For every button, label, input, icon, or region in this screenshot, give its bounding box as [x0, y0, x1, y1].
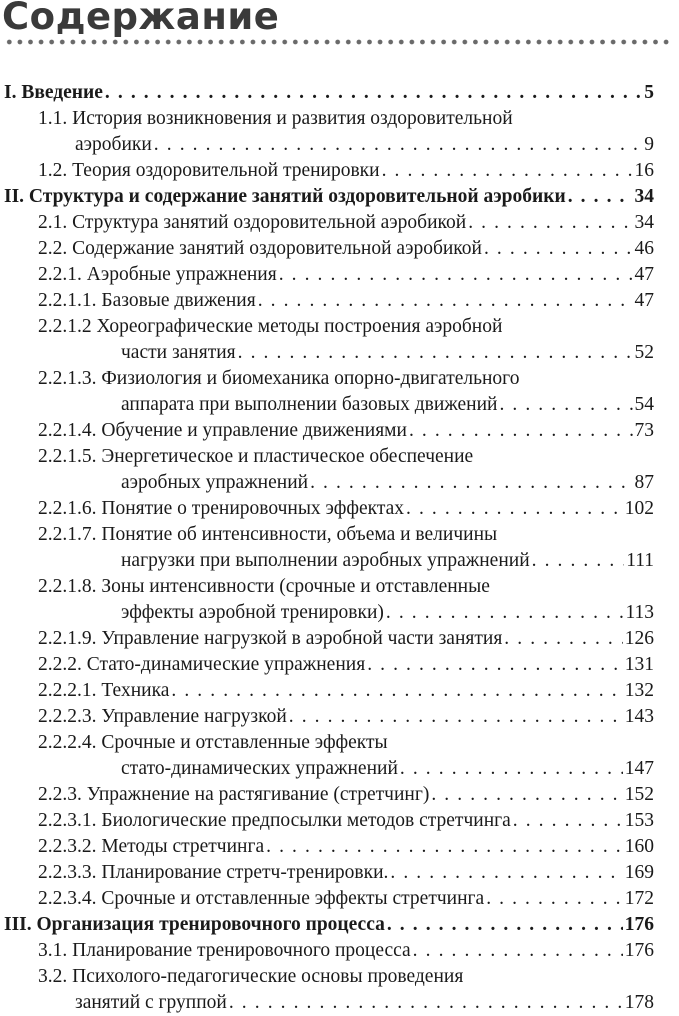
toc-entry-title: 2.2.1.3. Физиология и биомеханика опорно-двигательного [38, 368, 520, 389]
toc-entry-title: 2.2.1.4. Обучение и управление движениями [38, 420, 407, 441]
toc-page-number: 113 [625, 602, 654, 623]
toc-entry-title: 2.2.2.1. Техника [38, 680, 170, 701]
toc-entry [121, 392, 654, 418]
toc-entry-title: 1.2. Теория оздоровительной тренировки [38, 160, 380, 181]
toc-entry [38, 938, 654, 964]
dot-leader [532, 548, 625, 574]
toc-page-number: 152 [624, 784, 654, 805]
toc-entry-title: 2.2. Содержание занятий оздоровительной аэробикой [38, 238, 482, 259]
toc-entry [38, 262, 654, 288]
dot-leader [279, 262, 633, 288]
dot-leader [468, 210, 632, 236]
toc-page-number: 9 [644, 134, 654, 155]
toc-entry-title: части занятия [121, 342, 236, 363]
dot-leader [154, 132, 642, 158]
dot-leader [409, 418, 633, 444]
toc-page-number: 73 [634, 420, 654, 441]
toc-entry [75, 132, 654, 158]
toc-entry-title: 1.1. История возникновения и развития оздоровительной [38, 108, 513, 129]
toc-entry [38, 678, 654, 704]
toc-page-number: 111 [626, 550, 654, 571]
toc-entry [38, 418, 654, 444]
toc-page-number: 153 [624, 810, 654, 831]
toc-entry [38, 652, 654, 678]
toc-entry-title: II. Структура и содержание занятий оздоровительной аэробики [4, 186, 566, 207]
toc-entry-title: 2.2.3.1. Биологические предпосылки методов стретчинга [38, 810, 511, 831]
toc-page-number: 16 [634, 160, 654, 181]
toc-entry [4, 184, 654, 210]
toc-entry [38, 704, 654, 730]
toc-entry [75, 990, 654, 1016]
dot-leader [258, 288, 633, 314]
toc-page-number: 47 [634, 290, 654, 311]
toc-entry-title: 2.1. Структура занятий оздоровительной аэробикой [38, 212, 467, 233]
dot-leader [568, 184, 633, 210]
dot-leader [238, 340, 633, 366]
toc-entry [38, 626, 654, 652]
toc-page-number: 102 [624, 498, 654, 519]
toc-entry-title: 2.2.1.1. Базовые движения [38, 290, 256, 311]
toc-entry-title: 2.2.1.7. Понятие об интенсивности, объема и величины [38, 524, 498, 545]
dot-leader [504, 626, 622, 652]
toc-entry [38, 834, 654, 860]
dot-leader [486, 886, 623, 912]
toc-entry [121, 756, 654, 782]
dot-leader [266, 834, 623, 860]
toc-entry [38, 808, 654, 834]
toc-entry [4, 80, 654, 106]
toc-entry-title: 2.2.2. Стато-динамические упражнения [38, 654, 366, 675]
toc-page-number: 47 [634, 264, 654, 285]
toc-entry-title: занятий с группой [75, 992, 227, 1013]
toc-entry-title: 2.2.1.9. Управление нагрузкой в аэробной части занятия [38, 628, 503, 649]
dot-leader [413, 938, 623, 964]
toc-entry-title: 2.2.3.2. Методы стретчинга [38, 836, 265, 857]
toc-page-number: 52 [634, 342, 654, 363]
toc-entry [121, 340, 654, 366]
dot-leader [310, 470, 632, 496]
toc-page-number: 176 [624, 914, 654, 935]
toc-entry-title: аэробных упражнений [121, 472, 309, 493]
dot-leader [390, 860, 622, 886]
toc-entry-title: нагрузки при выполнении аэробных упражнений [121, 550, 530, 571]
toc-entry [38, 236, 654, 262]
toc-page-number: 147 [624, 758, 654, 779]
toc-entry-title: 2.2.3.3. Планирование стретч-тренировки. [38, 862, 389, 883]
toc-page-number: 126 [624, 628, 654, 649]
toc-entry-title: эффекты аэробной тренировки) [121, 602, 384, 623]
toc-page-number: 131 [624, 654, 654, 675]
toc-page-number: 169 [624, 862, 654, 883]
toc-entry-title: 2.2.3. Упражнение на растягивание (стретчинг) [38, 784, 430, 805]
toc-entry [4, 912, 654, 938]
toc-page-number: 34 [634, 186, 654, 207]
toc-entry-title: 2.2.1. Аэробные упражнения [38, 264, 277, 285]
toc-entry [121, 600, 654, 626]
toc-page-number: 54 [634, 394, 654, 415]
toc-entry [38, 860, 654, 886]
toc-entry-title: аппарата при выполнении базовых движений [121, 394, 498, 415]
toc-entry [38, 288, 654, 314]
toc-entry [38, 496, 654, 522]
dot-leader [105, 80, 642, 106]
toc-entry [38, 158, 654, 184]
toc-entry-title: 3.1. Планирование тренировочного процесса [38, 940, 411, 961]
dot-leader [367, 652, 623, 678]
dot-leader [386, 600, 624, 626]
dot-leader [171, 678, 622, 704]
toc-page-number: 87 [634, 472, 654, 493]
toc-entry-title: III. Организация тренировочного процесса [4, 914, 385, 935]
dot-leader [382, 158, 633, 184]
toc-entry-title: аэробики [75, 134, 152, 155]
dot-leader [484, 236, 633, 262]
toc-entry [38, 782, 654, 808]
toc-entry-title: 3.2. Психолого-педагогические основы проведения [38, 966, 464, 987]
toc-page-number: 143 [624, 706, 654, 727]
toc-entry-title: 2.2.1.5. Энергетическое и пластическое обеспечение [38, 446, 474, 467]
toc-entry-title: 2.2.2.3. Управление нагрузкой [38, 706, 287, 727]
toc-entry [38, 210, 654, 236]
toc-page-number: 34 [634, 212, 654, 233]
toc-entry-title: стато-динамических упражнений [121, 758, 398, 779]
toc-page-number: 46 [634, 238, 654, 259]
toc-entry [121, 470, 654, 496]
toc-entry-title: I. Введение [4, 82, 103, 103]
toc-entry-title: 2.2.1.8. Зоны интенсивности (срочные и отставленные [38, 576, 490, 597]
toc-page-number: 5 [644, 82, 654, 103]
toc-page-number: 132 [624, 680, 654, 701]
dot-leader [406, 496, 623, 522]
dot-leader [400, 756, 623, 782]
toc-page-number: 178 [624, 992, 654, 1013]
toc-entry-title: 2.2.1.6. Понятие о тренировочных эффектах [38, 498, 404, 519]
dot-leader [387, 912, 623, 938]
dot-leader [229, 990, 623, 1016]
dot-leader [431, 782, 622, 808]
dot-leader [499, 392, 632, 418]
dot-leader [289, 704, 623, 730]
dot-leader [513, 808, 623, 834]
toc-page-number: 160 [624, 836, 654, 857]
toc-entry [121, 548, 654, 574]
toc-entry-title: 2.2.2.4. Срочные и отставленные эффекты [38, 732, 388, 753]
toc-entry-title: 2.2.1.2 Хореографические методы построения аэробной [38, 316, 503, 337]
toc-entry-title: 2.2.3.4. Срочные и отставленные эффекты стретчинга [38, 888, 485, 909]
toc-page-number: 176 [624, 940, 654, 961]
toc-entry [38, 886, 654, 912]
page-title: Содержание [2, 0, 280, 38]
toc-page-number: 172 [624, 888, 654, 909]
dotted-rule [4, 38, 672, 46]
